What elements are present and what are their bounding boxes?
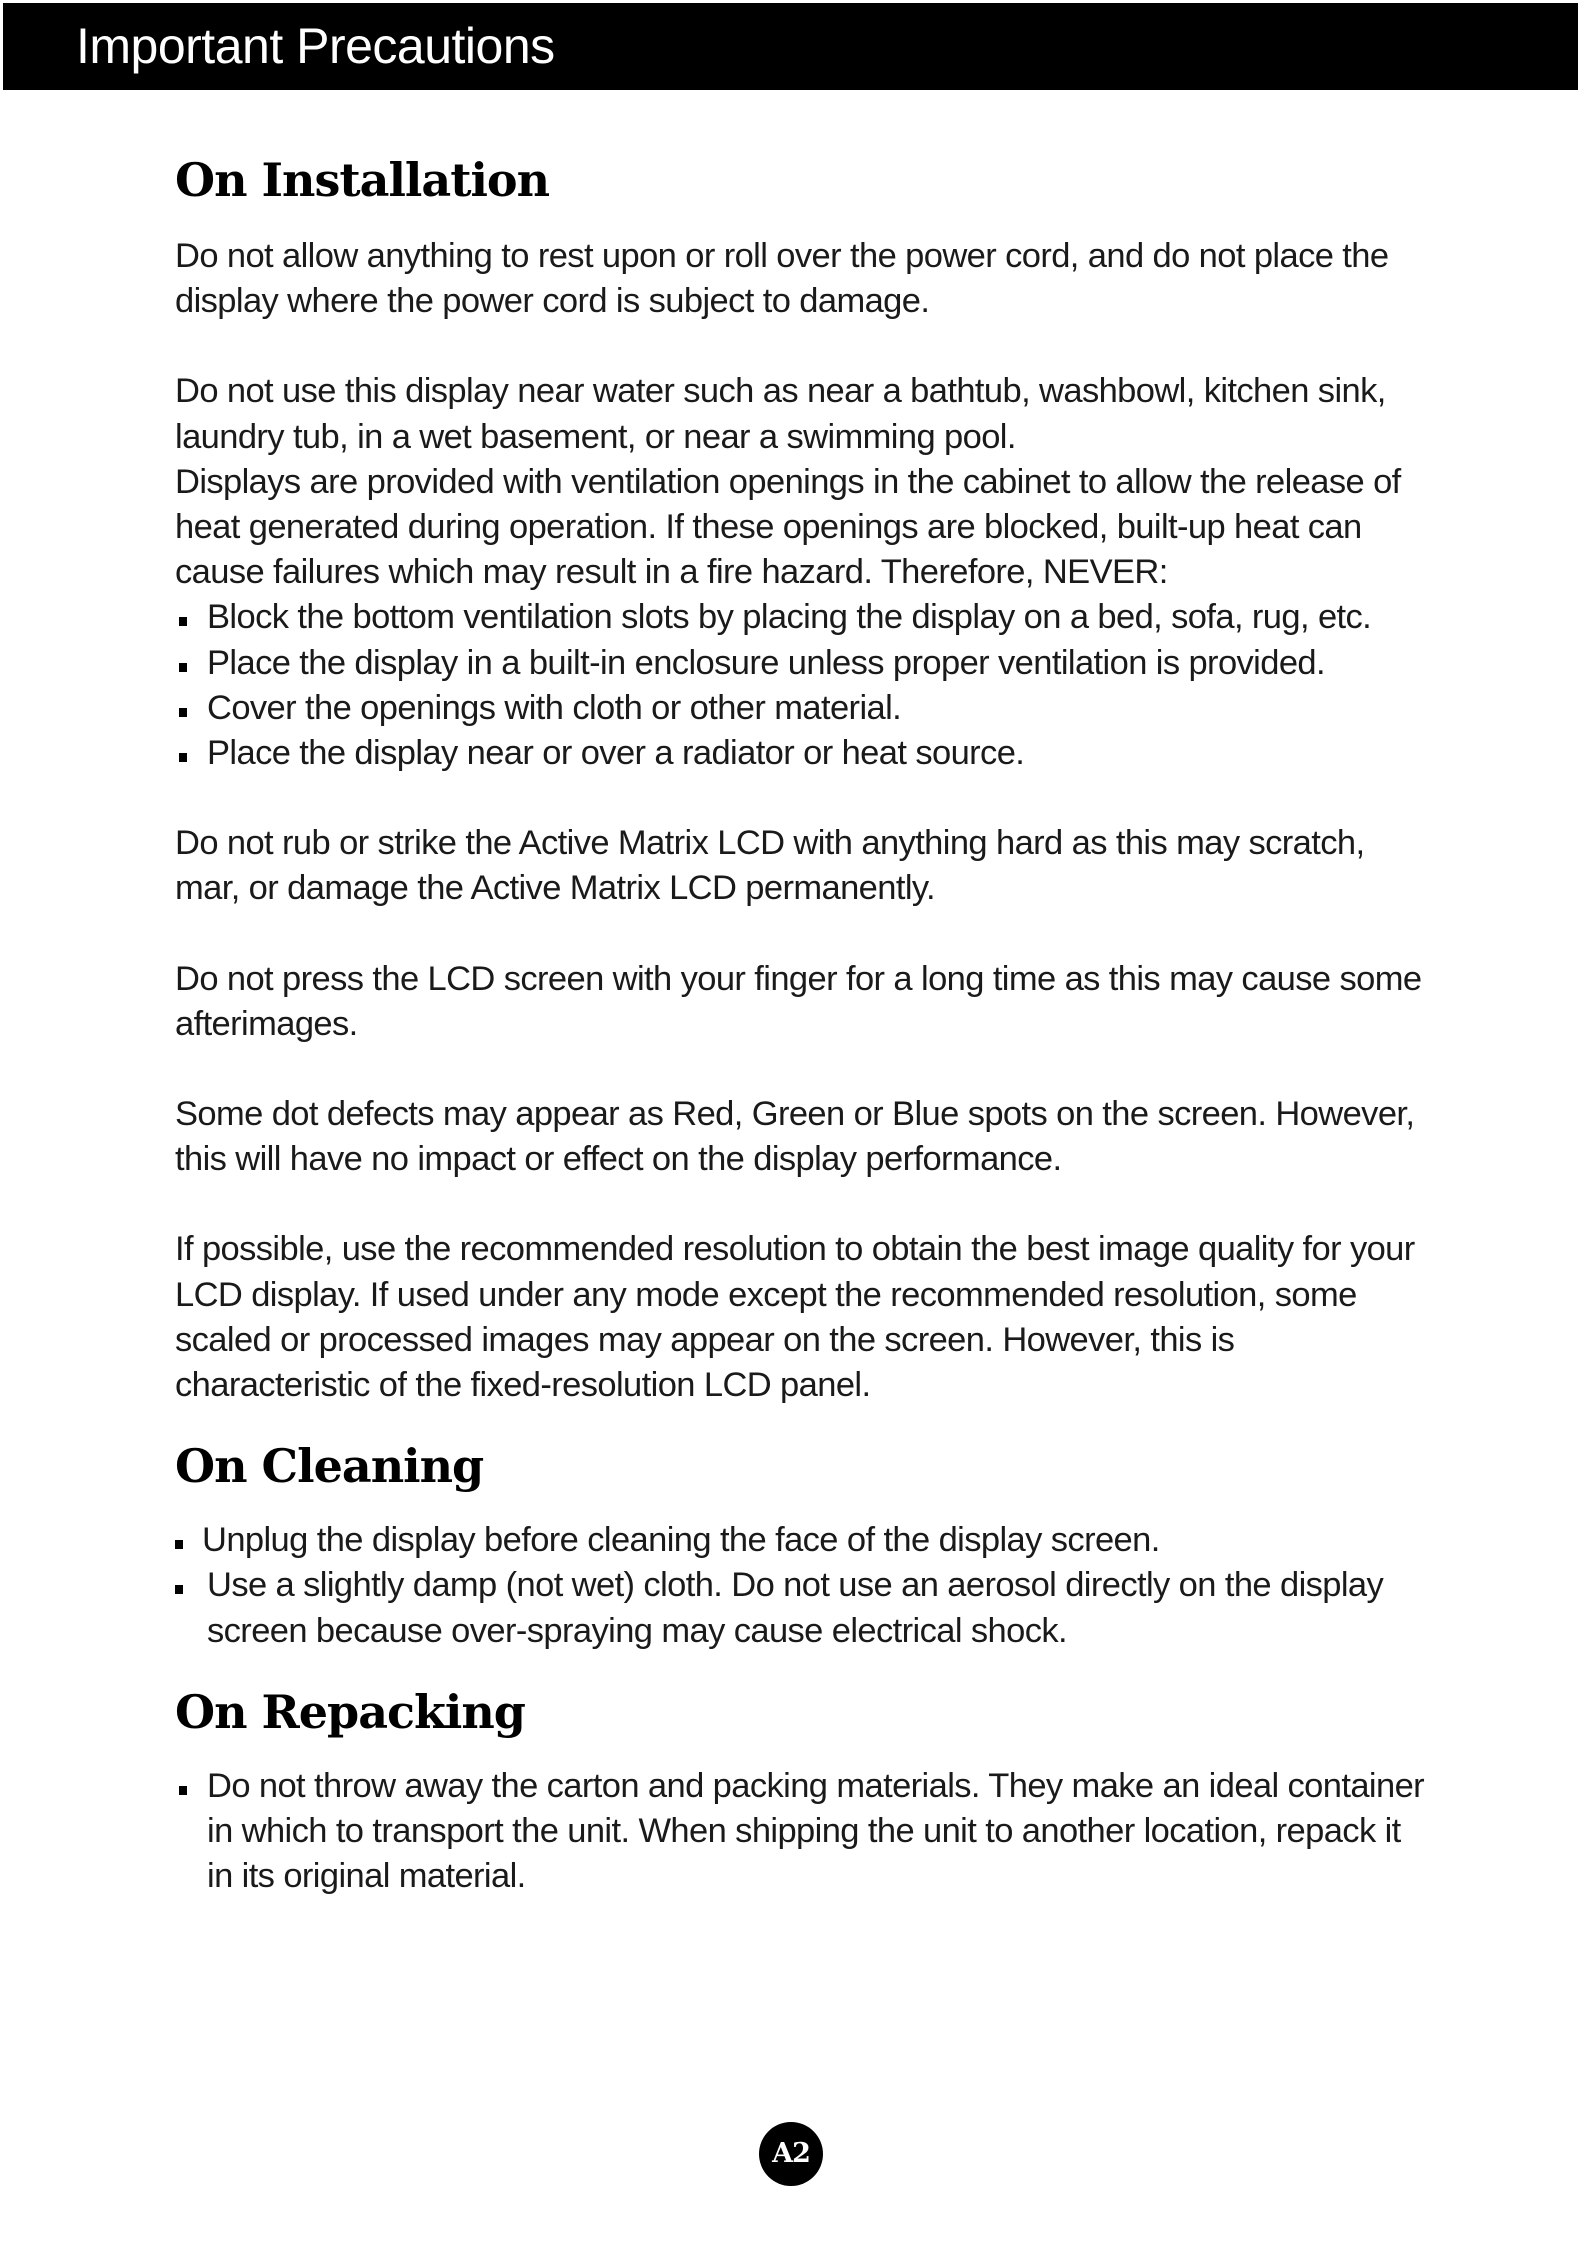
section-heading-cleaning: On Cleaning bbox=[175, 1439, 484, 1494]
list-item bbox=[175, 686, 1425, 731]
main-content bbox=[175, 140, 1425, 1899]
section-installation bbox=[175, 140, 1425, 1408]
list-item-text: Block the bottom ventilation slots by placing the display on a bed, sofa, rug, etc. bbox=[207, 598, 1372, 637]
list-item-text: Cover the openings with cloth or other material. bbox=[207, 688, 902, 727]
bullet-icon bbox=[175, 1540, 183, 1549]
bullet-icon bbox=[179, 617, 187, 626]
list-item-text: Place the display in a built-in enclosure unless proper ventilation is provided. bbox=[207, 643, 1325, 682]
bullet-icon bbox=[175, 1585, 183, 1594]
list-item-text: Unplug the display before cleaning the face of the display screen. bbox=[202, 1521, 1160, 1560]
installation-paragraph-resolution: If possible, use the recommended resolution to obtain the best image quality for your LCD display. If used under any mode except the recommended resolution, some scaled or processed images may appear on the screen. However, this is characteristic of the fixed-resolution LCD panel. bbox=[175, 1230, 1415, 1405]
header-bar bbox=[3, 3, 1578, 90]
installation-paragraph-water: Do not use this display near water such as near a bathtub, washbowl, kitchen sink, laundry tub, in a wet basement, or near a swimming pool. bbox=[175, 372, 1386, 456]
page-number-badge: A2 bbox=[759, 2122, 823, 2186]
never-list bbox=[175, 595, 1425, 776]
list-item bbox=[175, 595, 1425, 640]
cleaning-list bbox=[175, 1518, 1425, 1654]
installation-paragraph-power-cord: Do not allow anything to rest upon or roll over the power cord, and do not place the display where the power cord is subject to damage. bbox=[175, 237, 1389, 321]
page-header-title: Important Precautions bbox=[76, 18, 555, 74]
list-item bbox=[175, 641, 1425, 686]
section-cleaning bbox=[175, 1426, 1425, 1654]
list-item bbox=[175, 1563, 1425, 1653]
installation-paragraph-ventilation: Displays are provided with ventilation openings in the cabinet to allow the release of heat generated during operation. If these openings are blocked, built-up heat can cause failures which may result in a fire hazard. Therefore, NEVER: bbox=[175, 462, 1401, 592]
installation-paragraph-scratch: Do not rub or strike the Active Matrix LCD with anything hard as this may scratch, mar, or damage the Active Matrix LCD permanently. bbox=[175, 824, 1365, 908]
list-item-text: Do not throw away the carton and packing materials. They make an ideal container in which to transport the unit. When shipping the unit to another location, repack it in its original material. bbox=[207, 1766, 1425, 1896]
section-repacking bbox=[175, 1672, 1425, 1900]
list-item bbox=[175, 1764, 1425, 1900]
installation-paragraph-afterimages: Do not press the LCD screen with your finger for a long time as this may cause some afterimages. bbox=[175, 959, 1422, 1043]
installation-paragraph-dot-defects: Some dot defects may appear as Red, Green or Blue spots on the screen. However, this will have no impact or effect on the display performance. bbox=[175, 1095, 1415, 1179]
section-heading-installation: On Installation bbox=[175, 153, 550, 207]
bullet-icon bbox=[179, 708, 187, 717]
list-item-text: Place the display near or over a radiator or heat source. bbox=[207, 734, 1025, 773]
bullet-icon bbox=[179, 1786, 187, 1795]
bullet-icon bbox=[179, 753, 187, 762]
list-item bbox=[175, 731, 1425, 776]
repacking-list bbox=[175, 1764, 1425, 1900]
bullet-icon bbox=[179, 663, 187, 672]
list-item-text: Use a slightly damp (not wet) cloth. Do not use an aerosol directly on the display screen because over-spraying may cause electrical shock. bbox=[207, 1566, 1384, 1650]
section-heading-repacking: On Repacking bbox=[175, 1684, 525, 1739]
list-item bbox=[175, 1518, 1425, 1563]
